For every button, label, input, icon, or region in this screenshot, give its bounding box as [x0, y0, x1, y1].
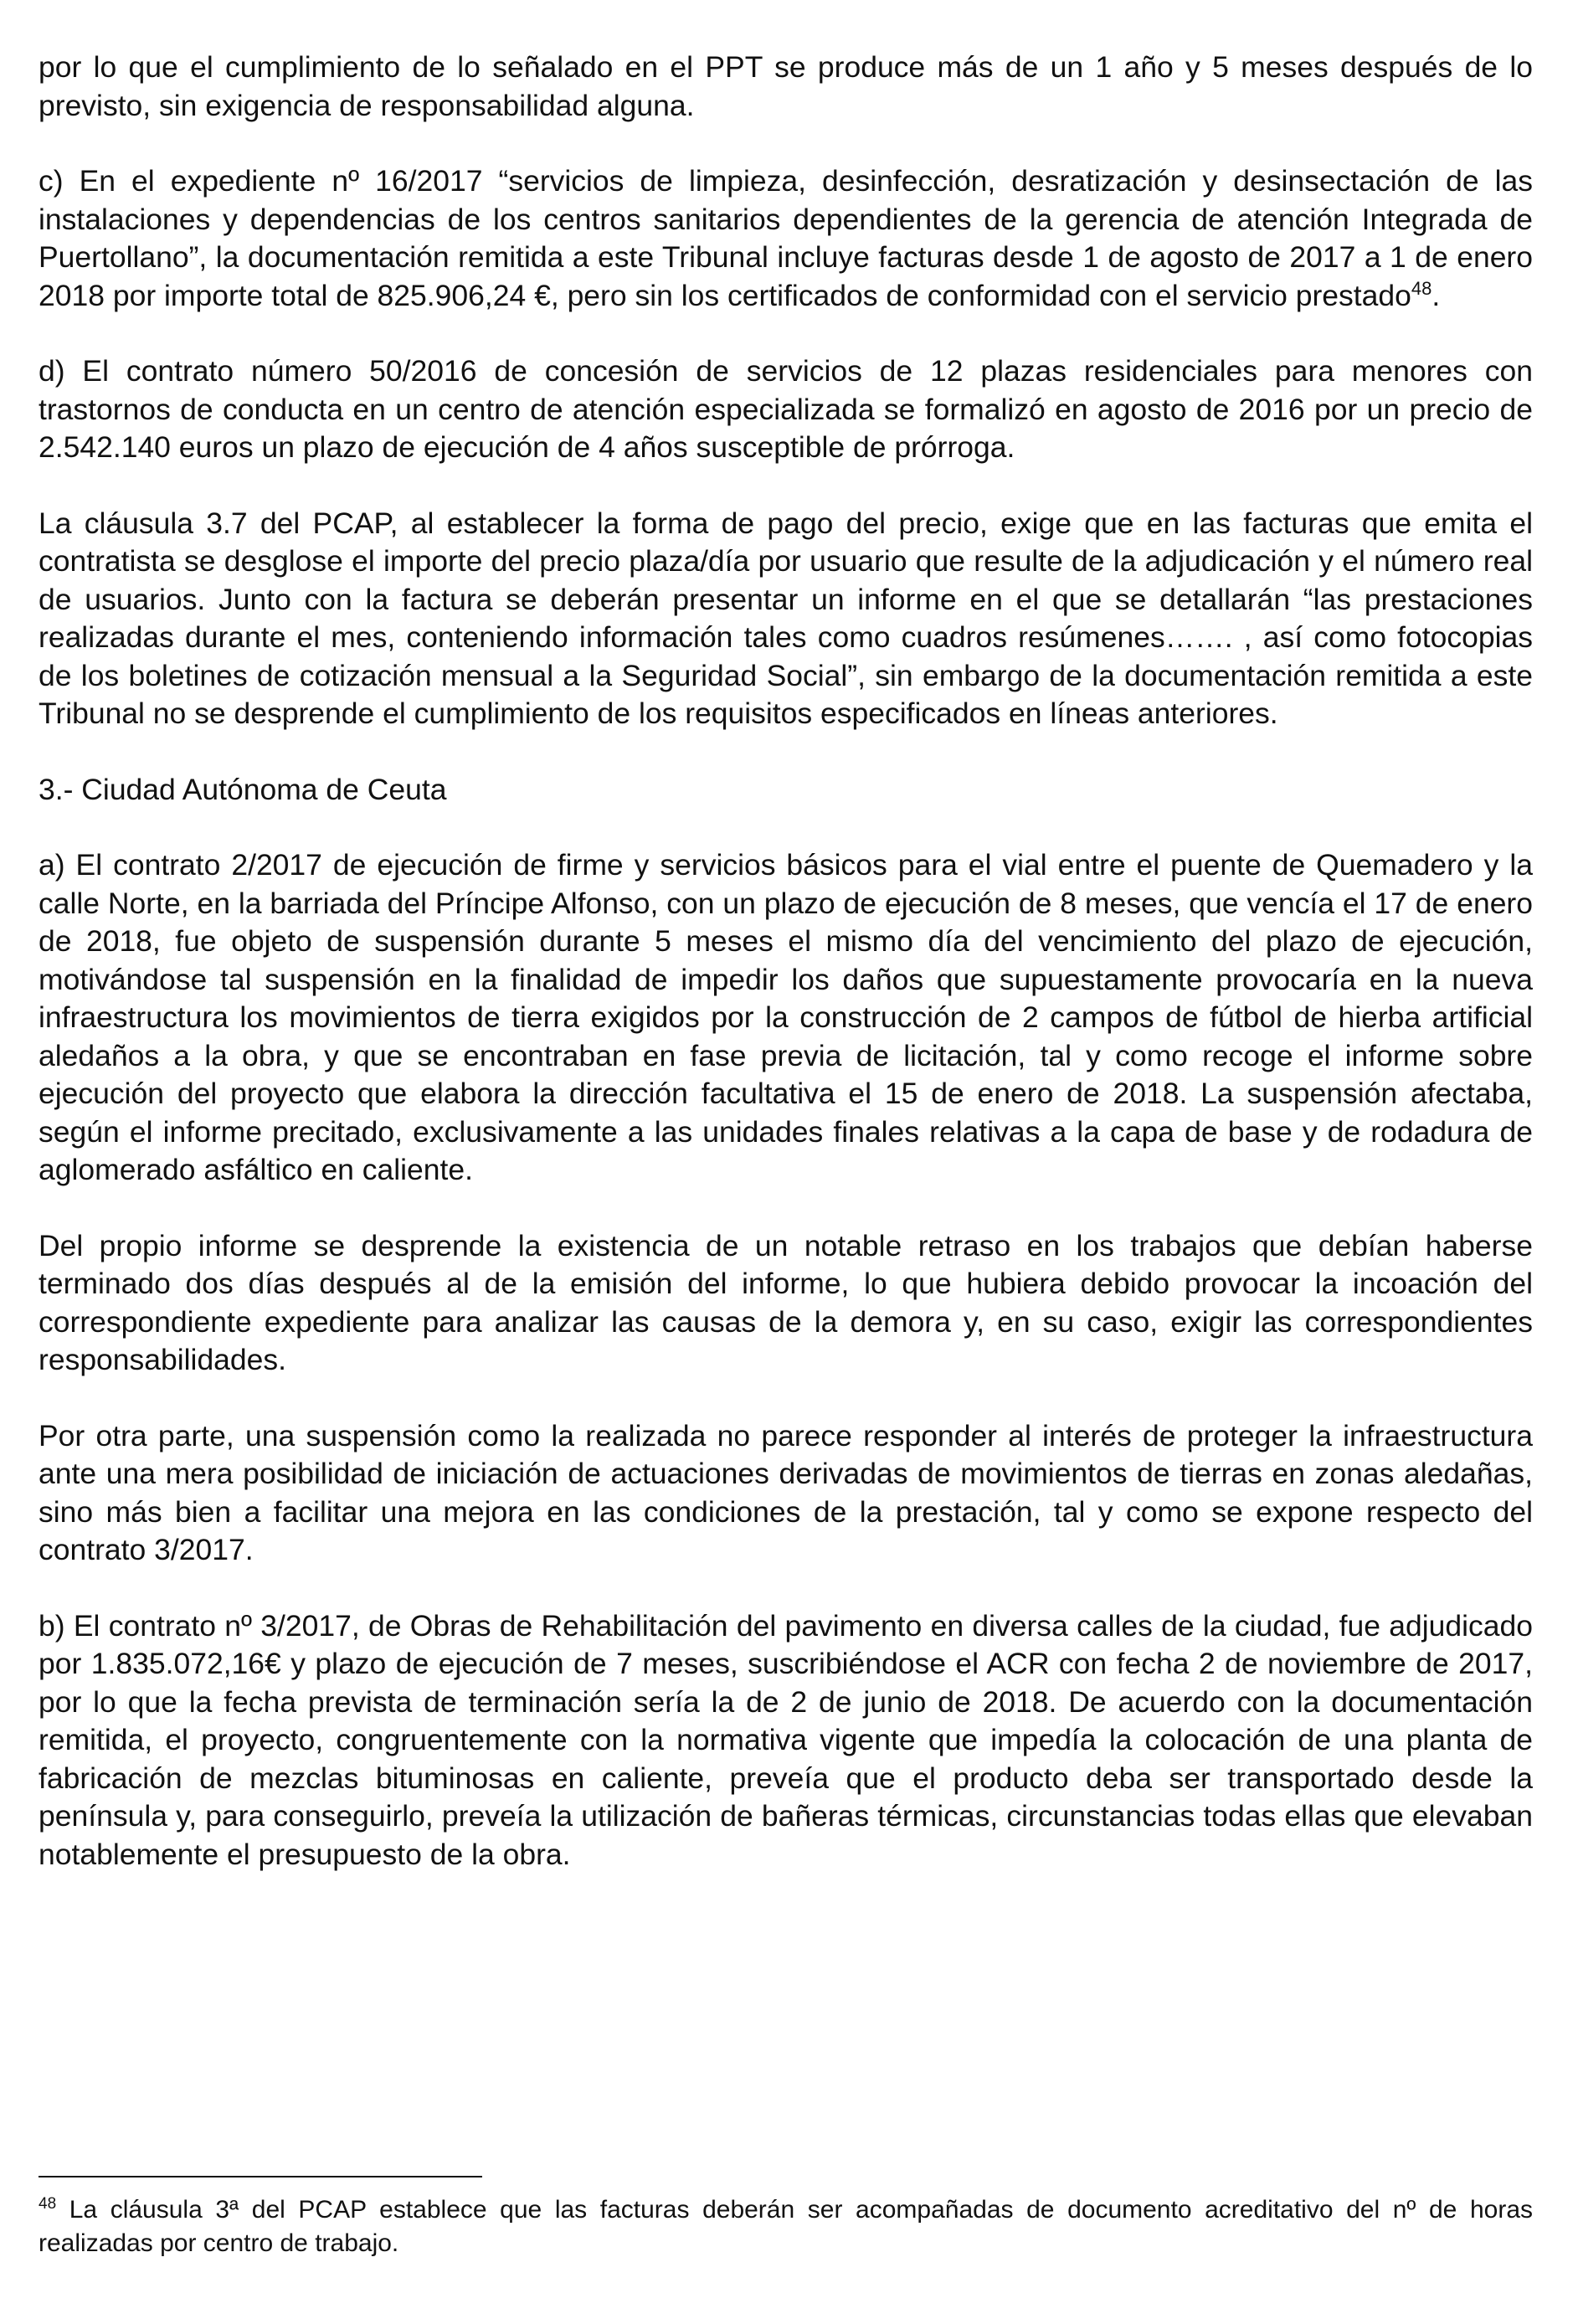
footnote-separator	[39, 2176, 482, 2177]
paragraph-a-contrato-2-2017: a) El contrato 2/2017 de ejecución de firme y servicios básicos para el vial entre el puente de Quemadero y la calle Norte, en la barriada del Príncipe Alfonso, con un plazo de ejecución de 8 meses, que vencía el 17 de enero de 2018, fue objeto de suspensión durante 5 meses el mismo día del vencimiento del plazo de ejecución, motivándose tal suspensión en la finalidad de impedir los daños que supuestamente provocaría en la nueva infraestructura los movimientos de tierra exigidos por la construcción de 2 campos de fútbol de hierba artificial aledaños a la obra, y que se encontraban en fase previa de licitación, tal y como recoge el informe sobre ejecución del proyecto que elabora la dirección facultativa el 15 de enero de 2018. La suspensión afectaba, según el informe precitado, exclusivamente a las unidades finales relativas a la capa de base y de rodadura de aglomerado asfáltico en caliente.	[39, 848, 1533, 1186]
footnote-48	[39, 2193, 1533, 2260]
footnote-text: La cláusula 3ª del PCAP establece que las facturas deberán ser acompañadas de documento acreditativo del nº de horas realizadas por centro de trabajo.	[39, 2196, 1533, 2257]
paragraph-intro: por lo que el cumplimiento de lo señalado en el PPT se produce más de un 1 año y 5 meses después de lo previsto, sin exigencia de responsabilidad alguna.	[39, 50, 1533, 122]
paragraph-d-contrato-50-2016: d) El contrato número 50/2016 de concesión de servicios de 12 plazas residenciales para menores con trastornos de conducta en un centro de atención especializada se formalizó en agosto de 2016 por un precio de 2.542.140 euros un plazo de ejecución de 4 años susceptible de prórroga.	[39, 354, 1533, 464]
paragraph-c-expediente-16-2017	[39, 162, 1533, 315]
paragraph-clausula-3-7: La cláusula 3.7 del PCAP, al establecer la forma de pago del precio, exige que en las facturas que emita el contratista se desglose el importe del precio plaza/día por usuario que resulte de la adjudicación y el número real de usuarios. Junto con la factura se deberán presentar un informe en el que se detallarán “las prestaciones realizadas durante el mes, conteniendo información tales como cuadros resúmenes……. , así como fotocopias de los boletines de cotización mensual a la Seguridad Social”, sin embargo de la documentación remitida a este Tribunal no se desprende el cumplimiento de los requisitos especificados en líneas anteriores.	[39, 506, 1533, 730]
paragraph-otra-parte: Por otra parte, una suspensión como la realizada no parece responder al interés de proteger la infraestructura ante una mera posibilidad de iniciación de actuaciones derivadas de movimientos de tierras en zonas aledañas, sino más bien a facilitar una mejora en las condiciones de la prestación, tal y como se expone respecto del contrato 3/2017.	[39, 1418, 1533, 1566]
paragraph-b-contrato-3-2017: b) El contrato nº 3/2017, de Obras de Rehabilitación del pavimento en diversa calles de la ciudad, fue adjudicado por 1.835.072,16€ y plazo de ejecución de 7 meses, suscribiéndose el ACR con fecha 2 de noviembre de 2017, por lo que la fecha prevista de terminación sería la de 2 de junio de 2018. De acuerdo con la documentación remitida, el proyecto, congruentemente con la normativa vigente que impedía la colocación de una planta de fabricación de mezclas bituminosas en caliente, preveía que el producto deba ser transportado desde la península y, para conseguirlo, preveía la utilización de bañeras térmicas, circunstancias todas ellas que elevaban notablemente el presupuesto de la obra.	[39, 1608, 1533, 1871]
footnote-reference: 48	[1411, 277, 1432, 299]
paragraph-text-end: .	[1432, 278, 1441, 312]
document-body	[39, 49, 1533, 1911]
footnote-number: 48	[39, 2195, 57, 2213]
paragraph-informe: Del propio informe se desprende la existencia de un notable retraso en los trabajos que debían haberse terminado dos días después al de la emisión del informe, lo que hubiera debido provocar la incoación del correspondiente expediente para analizar las causas de la demora y, en su caso, exigir las correspondientes responsabilidades.	[39, 1228, 1533, 1376]
paragraph-text: c) En el expediente nº 16/2017 “servicios de limpieza, desinfección, desratización y desinsectación de las instalaciones y dependencias de los centros sanitarios dependientes de la gerencia de atención Integrada de Puertollano”, la documentación remitida a este Tribunal incluye facturas desde 1 de agosto de 2017 a 1 de enero 2018 por importe total de 825.906,24 €, pero sin los certificados de conformidad con el servicio prestado	[39, 164, 1533, 312]
section-heading-ceuta: 3.- Ciudad Autónoma de Ceuta	[39, 772, 447, 806]
